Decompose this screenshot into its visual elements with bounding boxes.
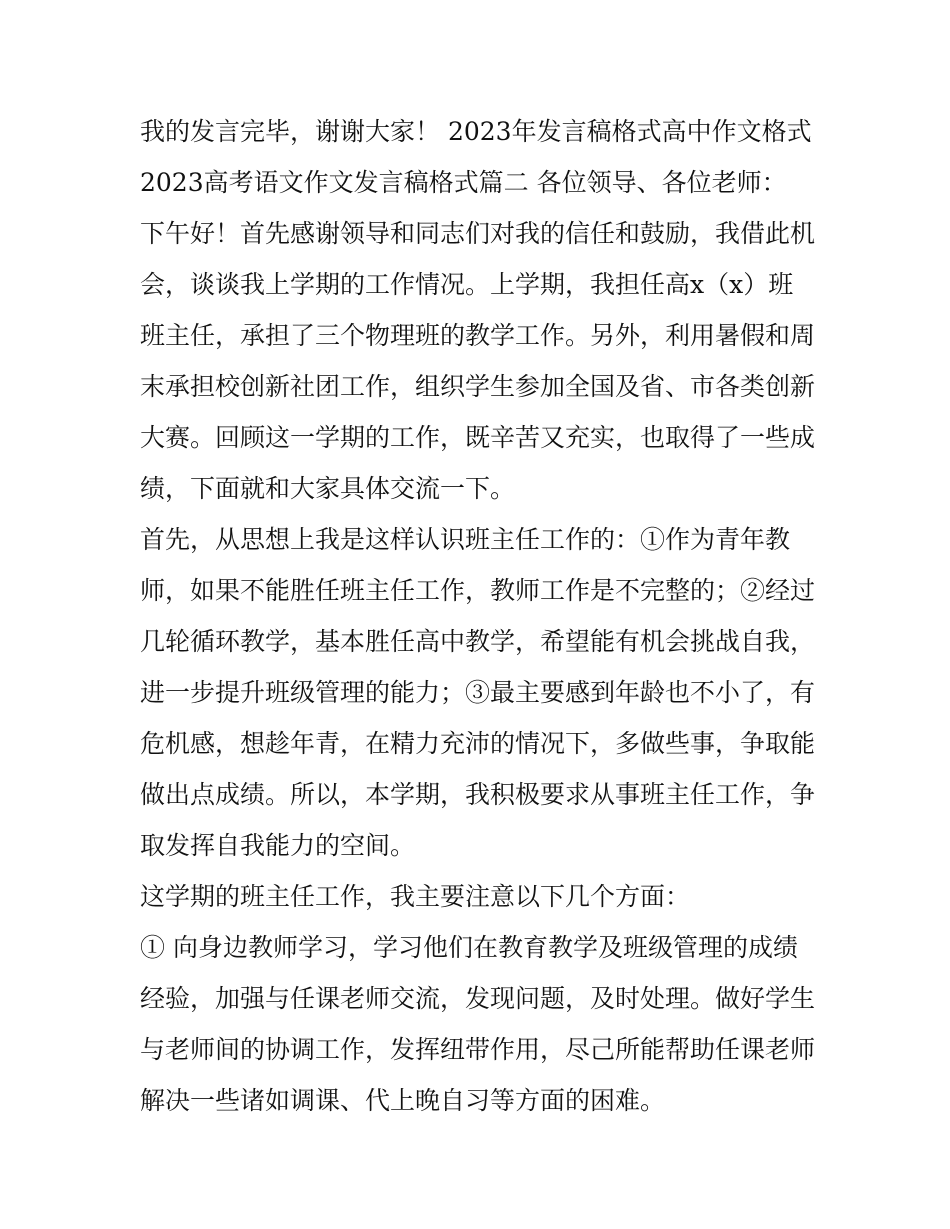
text-line-6: 末承担校创新社团工作，组织学生参加全国及省、市各类创新 <box>140 372 815 401</box>
text-line-19: 与老师间的协调工作，发挥纽带作用，尽己所能帮助任课老师 <box>140 1035 815 1064</box>
text-line-10: 师，如果不能胜任班主任工作，教师工作是不完整的；②经过 <box>140 576 815 605</box>
text-line-14: 做出点成绩。所以，本学期，我积极要求从事班主任工作，争 <box>140 780 815 809</box>
text-line-20: 解决一些诸如调课、代上晚自习等方面的困难。 <box>140 1086 666 1115</box>
document-body <box>140 106 815 1126</box>
text-line-1: 我的发言完毕，谢谢大家！ 2023年发言稿格式高中作文格式 <box>140 117 812 146</box>
text-line-16: 这学期的班主任工作，我主要注意以下几个方面： <box>140 882 691 911</box>
text-line-4: 会，谈谈我上学期的工作情况。上学期，我担任高x（x）班 <box>140 270 794 299</box>
text-line-15: 取发挥自我能力的空间。 <box>140 831 416 860</box>
text-line-9: 首先，从思想上我是这样认识班主任工作的：①作为青年教 <box>140 525 791 554</box>
text-line-7: 大赛。回顾这一学期的工作，既辛苦又充实，也取得了一些成 <box>140 423 815 452</box>
text-line-18: 经验，加强与任课老师交流，发现问题，及时处理。做好学生 <box>140 984 815 1013</box>
text-line-3: 下午好！首先感谢领导和同志们对我的信任和鼓励，我借此机 <box>140 219 815 248</box>
text-line-17: ① 向身边教师学习，学习他们在教育教学及班级管理的成绩 <box>140 933 798 962</box>
text-line-2: 2023高考语文作文发言稿格式篇二 各位领导、各位老师： <box>140 168 787 197</box>
text-line-5: 班主任，承担了三个物理班的教学工作。另外，利用暑假和周 <box>140 321 815 350</box>
text-line-13: 危机感，想趁年青，在精力充沛的情况下，多做些事，争取能 <box>140 729 815 758</box>
text-line-8: 绩，下面就和大家具体交流一下。 <box>140 474 516 503</box>
text-line-11: 几轮循环教学，基本胜任高中教学，希望能有机会挑战自我， <box>140 627 815 656</box>
text-line-12: 进一步提升班级管理的能力；③最主要感到年龄也不小了，有 <box>140 678 815 707</box>
